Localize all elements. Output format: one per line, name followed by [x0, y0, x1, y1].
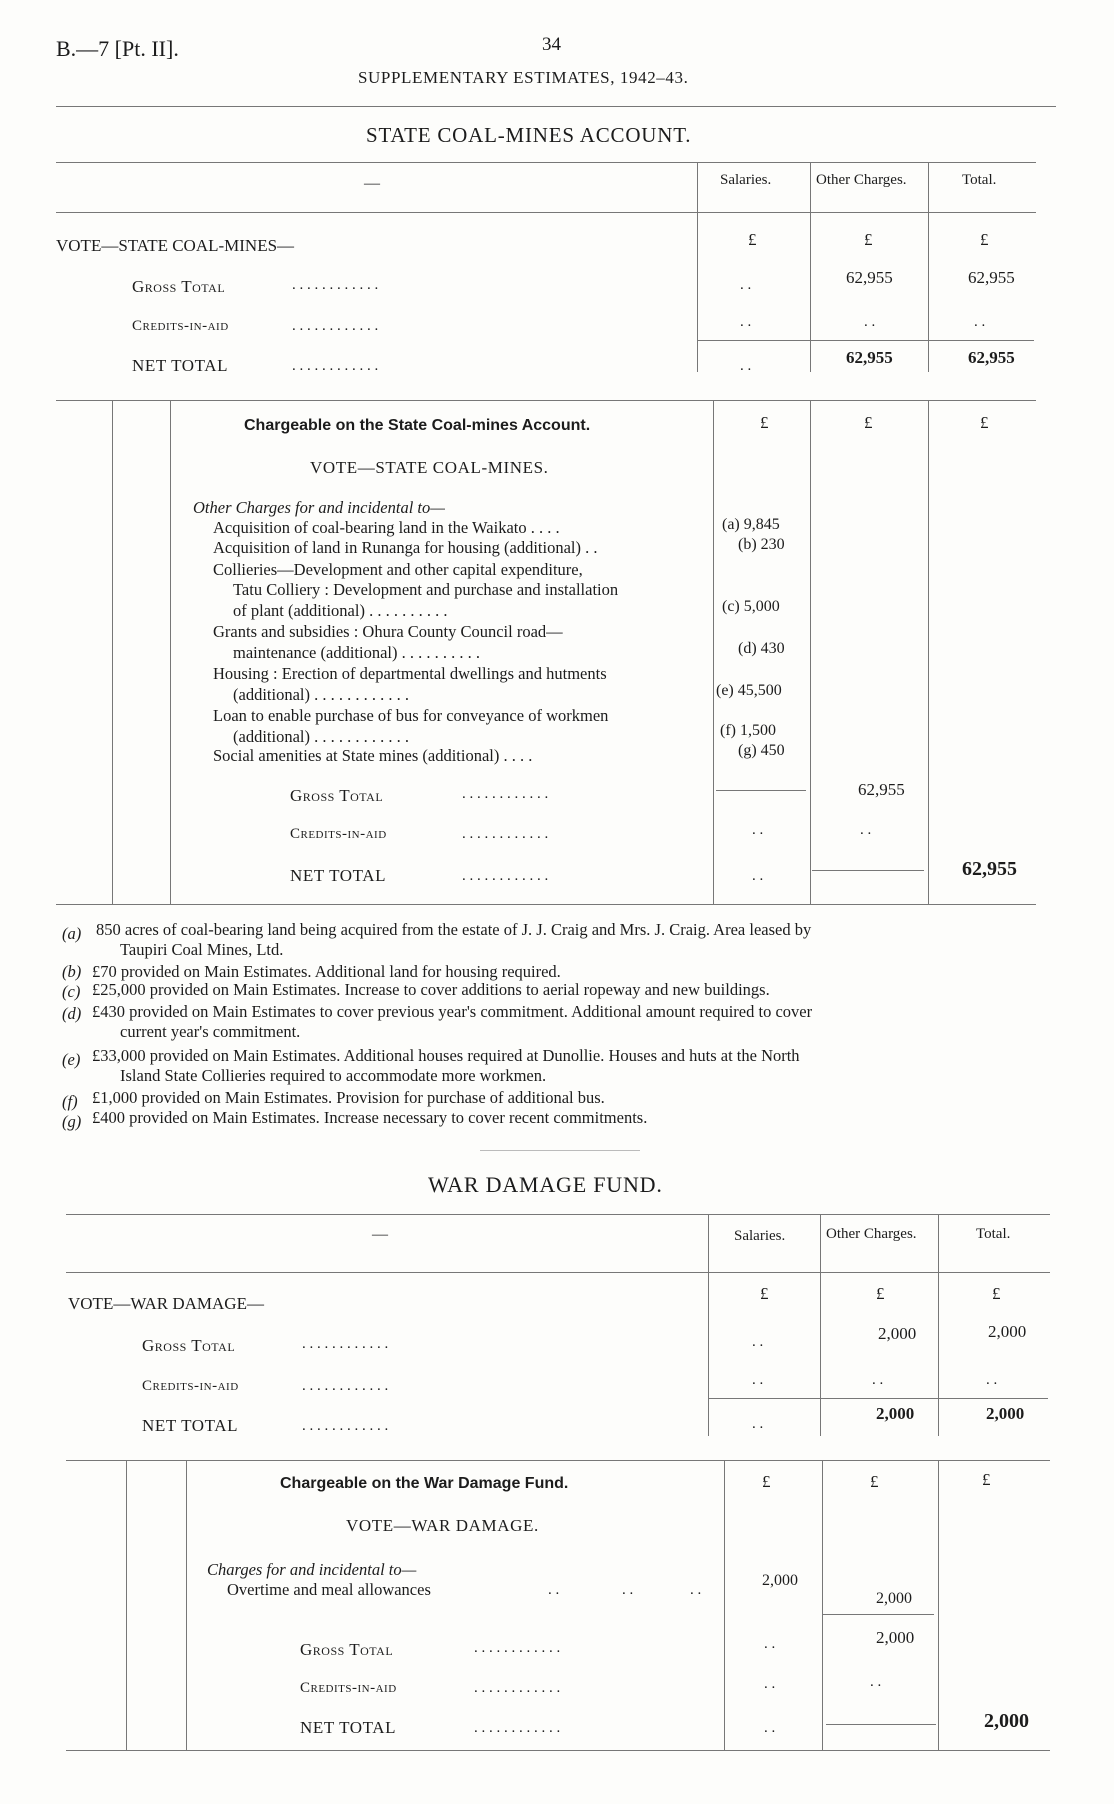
coal-item-text: (additional) . . . . . . . . . . . . — [233, 727, 409, 746]
coal-item-text: Grants and subsidies : Ohura County Council road— — [213, 622, 563, 641]
coal-sub-gross-other: 62,955 — [858, 780, 905, 799]
war-sub-net-total: 2,000 — [984, 1710, 1029, 1732]
coal-item-amount: (d) 430 — [738, 640, 785, 657]
page-reference: B.—7 [Pt. II]. — [56, 36, 179, 61]
footnote-text: current year's commitment. — [120, 1022, 301, 1041]
coal-sub-net-label: NET TOTAL — [290, 866, 387, 885]
coal-gross-other: 62,955 — [846, 268, 893, 287]
war-sub-credits-label: Credits-in-aid — [300, 1680, 397, 1696]
coal-sub-gross-label: Gross Total — [290, 786, 384, 805]
coal-item-text: maintenance (additional) . . . . . . . . . . — [233, 643, 480, 662]
footnote-key: (g) — [62, 1112, 82, 1131]
coal-col-total: Total. — [962, 172, 997, 188]
coal-credits-label: Credits-in-aid — [132, 318, 229, 334]
header-rule — [56, 106, 1056, 107]
footnote-text: £33,000 provided on Main Estimates. Additional houses required at Dunollie. Houses and huts at the North — [92, 1046, 800, 1065]
war-chargeable-heading: Chargeable on the War Damage Fund. — [280, 1475, 569, 1492]
footnote-text: £400 provided on Main Estimates. Increase necessary to cover recent commitments. — [92, 1108, 648, 1127]
page-number: 34 — [542, 34, 561, 55]
coal-section-title: STATE COAL-MINES ACCOUNT. — [366, 123, 692, 147]
coal-pound-total: £ — [980, 230, 989, 249]
coal-item-text: Social amenities at State mines (additional) . . . . — [213, 746, 533, 765]
coal-item-amount: (a) 9,845 — [722, 516, 780, 533]
coal-col-other-charges: Other Charges. — [816, 172, 907, 188]
coal-sub-credits-label: Credits-in-aid — [290, 826, 387, 842]
war-net-total: 2,000 — [986, 1404, 1025, 1423]
war-net-other: 2,000 — [876, 1404, 915, 1423]
coal-net-other: 62,955 — [846, 348, 893, 367]
coal-col-salaries: Salaries. — [720, 172, 772, 188]
coal-item-amount: (e) 45,500 — [716, 682, 782, 699]
footnote-text: Island State Collieries required to accommodate more workmen. — [120, 1066, 547, 1085]
coal-item-text: Loan to enable purchase of bus for conveyance of workmen — [213, 706, 609, 725]
war-col-total: Total. — [976, 1226, 1011, 1242]
war-net-total-label: NET TOTAL — [142, 1416, 239, 1435]
war-charges-intro: Charges for and incidental to— — [207, 1560, 417, 1579]
coal-item-text: of plant (additional) . . . . . . . . . . — [233, 601, 448, 620]
footnote-text: 850 acres of coal-bearing land being acquired from the estate of J. J. Craig and Mrs. J. Craig. Area leased by — [96, 920, 812, 939]
coal-item-text: Acquisition of land in Runanga for housing (additional) . . — [213, 538, 598, 557]
war-col-other-charges: Other Charges. — [826, 1226, 917, 1242]
footnote-text: Taupiri Coal Mines, Ltd. — [120, 940, 284, 959]
coal-item-amount: (c) 5,000 — [722, 598, 780, 615]
coal-sub-net-total: 62,955 — [962, 858, 1017, 880]
war-sub-net-label: NET TOTAL — [300, 1718, 397, 1737]
footnote-key: (b) — [62, 962, 82, 981]
footnote-text: £25,000 provided on Main Estimates. Increase to cover additions to aerial ropeway and new buildings. — [92, 980, 770, 999]
coal-item-amount: (f) 1,500 — [720, 722, 776, 739]
footnote-key: (f) — [62, 1092, 78, 1111]
war-credits-label: Credits-in-aid — [142, 1378, 239, 1394]
coal-pound-salaries: £ — [748, 230, 757, 249]
war-gross-total-label: Gross Total — [142, 1336, 236, 1355]
coal-gross-total-label: Gross Total — [132, 277, 226, 296]
coal-chargeable-heading: Chargeable on the State Coal-mines Account. — [244, 417, 591, 434]
war-section-title: WAR DAMAGE FUND. — [428, 1172, 663, 1197]
war-sub-gross-label: Gross Total — [300, 1640, 394, 1659]
footnote-key: (a) — [62, 924, 82, 943]
war-col-salaries: Salaries. — [734, 1228, 786, 1244]
war-gross-total: 2,000 — [988, 1322, 1027, 1341]
coal-item-text: Acquisition of coal-bearing land in the Waikato . . . . — [213, 518, 560, 537]
footnote-key: (d) — [62, 1004, 82, 1023]
footnote-text: £430 provided on Main Estimates to cover previous year's commitment. Additional amount required to cover — [92, 1002, 813, 1021]
coal-vote-heading: VOTE—STATE COAL-MINES— — [56, 236, 295, 255]
war-vote-heading: VOTE—WAR DAMAGE— — [68, 1294, 264, 1313]
war-item-text: Overtime and meal allowances — [227, 1580, 431, 1599]
coal-item-text: (additional) . . . . . . . . . . . . — [233, 685, 409, 704]
coal-net-total-label: NET TOTAL — [132, 356, 229, 375]
coal-gross-total: 62,955 — [968, 268, 1015, 287]
coal-table-top-rule — [56, 162, 1036, 163]
war-sub-gross-other: 2,000 — [876, 1628, 915, 1647]
footnote-key: (c) — [62, 982, 81, 1001]
running-title: SUPPLEMENTARY ESTIMATES, 1942–43. — [358, 68, 689, 87]
coal-item-text: Collieries—Development and other capital expenditure, — [213, 560, 583, 579]
coal-vote-subheading: VOTE—STATE COAL-MINES. — [310, 458, 549, 477]
coal-item-text: Tatu Colliery : Development and purchase and installation — [233, 580, 619, 599]
coal-item-amount: (g) 450 — [738, 742, 785, 759]
coal-pound-other: £ — [864, 230, 873, 249]
war-item-amount: 2,000 — [762, 1572, 798, 1589]
coal-col-blank: — — [364, 175, 380, 192]
footnote-text: £70 provided on Main Estimates. Additional land for housing required. — [92, 962, 561, 981]
footnote-text: £1,000 provided on Main Estimates. Provision for purchase of additional bus. — [92, 1088, 605, 1107]
war-gross-other: 2,000 — [878, 1324, 917, 1343]
coal-other-charges-intro: Other Charges for and incidental to— — [193, 498, 445, 517]
coal-item-amount: (b) 230 — [738, 536, 785, 553]
coal-net-total: 62,955 — [968, 348, 1015, 367]
footnote-key: (e) — [62, 1050, 81, 1069]
war-vote-subheading: VOTE—WAR DAMAGE. — [346, 1516, 539, 1535]
coal-item-text: Housing : Erection of departmental dwellings and hutments — [213, 664, 607, 683]
war-item-subtotal: 2,000 — [876, 1590, 912, 1607]
